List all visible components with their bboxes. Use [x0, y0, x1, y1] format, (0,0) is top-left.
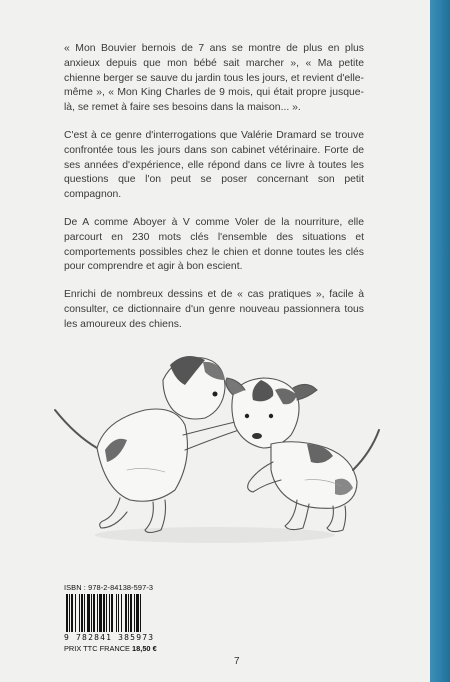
barcode-block — [64, 583, 182, 653]
corner-mark: 7 — [234, 656, 240, 667]
paragraph-summary: Enrichi de nombreux dessins et de « cas pratiques », facile à consulter, ce dictionnaire d'un genre nouveau passionnera tous les amoureux des chiens. — [64, 289, 364, 330]
price-line — [64, 644, 182, 653]
price-label: PRIX TTC FRANCE — [64, 644, 130, 653]
back-cover-text — [64, 42, 364, 346]
paragraph-author: C'est à ce genre d'interrogations que Valérie Dramard se trouve confrontée tous les jours dans son cabinet vétérinaire. Forte de ses années d'expérience, elle répond dans ce livre à toutes les questions que l'on peut se poser concernant son petit compagnon. — [64, 129, 364, 201]
spine-stripe — [430, 0, 450, 682]
paragraph-contents: De A comme Aboyer à V comme Voler de la nourriture, elle parcourt en 230 mots clés l'ensemble des situations et comportements possibles chez le chien et donne toutes les clés pour comprendre et agir à bon escient. — [64, 216, 364, 273]
puppies-illustration — [35, 340, 395, 550]
price-value: 18,50 € — [132, 644, 157, 653]
barcode-bars — [64, 594, 182, 632]
isbn-label: ISBN : 978-2-84138-597-3 — [64, 583, 154, 592]
barcode-digits: 9 782841 385973 — [64, 633, 155, 642]
paragraph-quotes: « Mon Bouvier bernois de 7 ans se montre de plus en plus anxieux depuis que mon bébé sait marcher », « Ma petite chienne berger se sauve du jardin tous les jours, et revient d'elle-même », « Mon King Charles de 9 mois, qui était propre jusque-là, se remet à faire ses besoins dans la maison... ». — [64, 43, 364, 114]
